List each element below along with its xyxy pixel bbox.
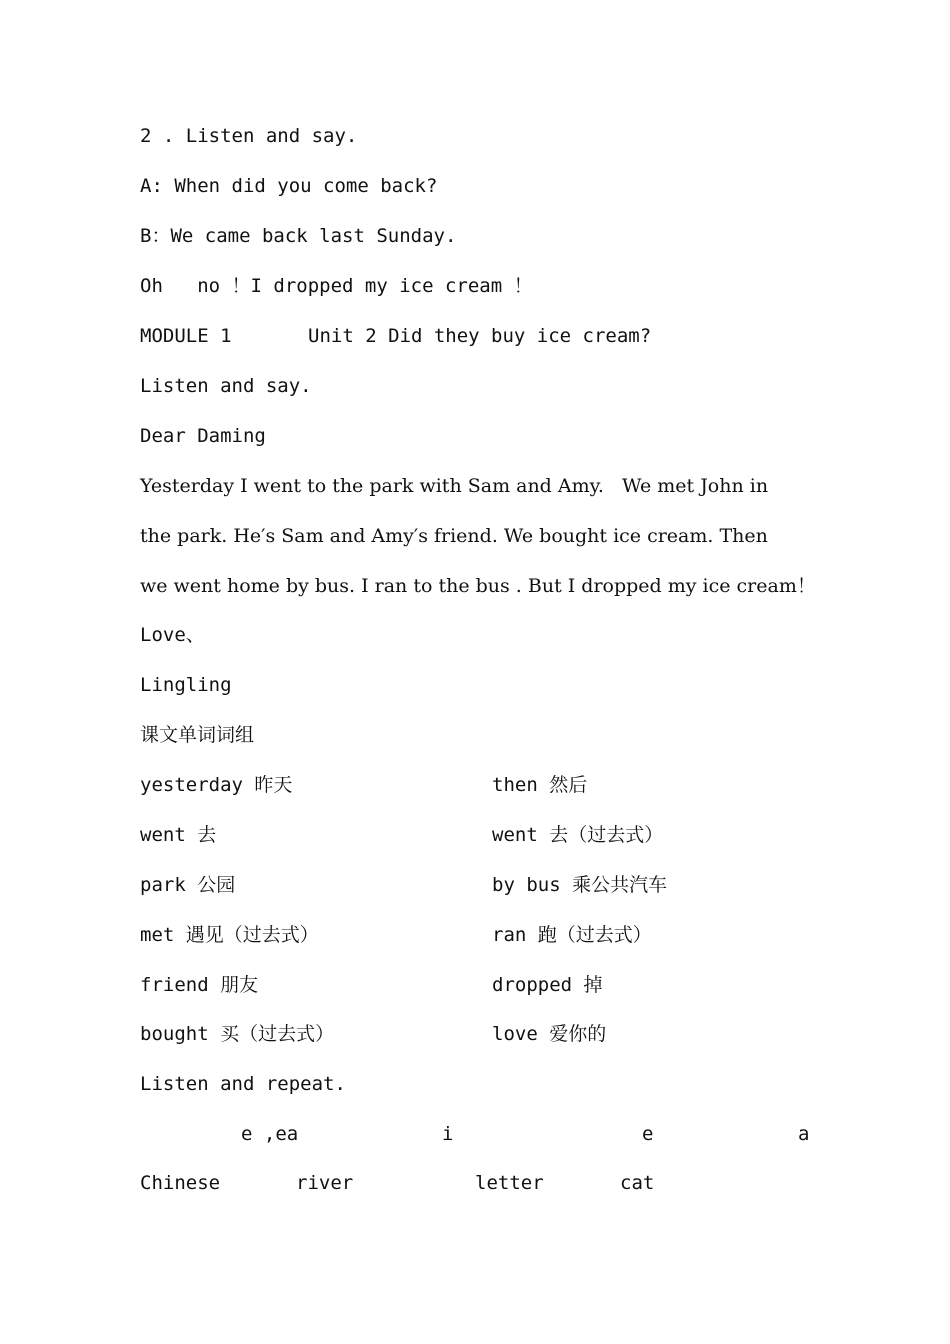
letter-salutation: Dear Daming — [140, 425, 266, 447]
vocab-item: friend 朋友 — [140, 974, 259, 996]
phonics-word: letter — [475, 1172, 544, 1194]
vocab-item: went 去 — [140, 824, 217, 846]
phonics-word: cat — [620, 1172, 655, 1194]
repeat-heading: Listen and repeat. — [140, 1073, 346, 1095]
vocab-item: met 遇见（过去式） — [140, 924, 319, 946]
vocab-item: by bus 乘公共汽车 — [492, 874, 668, 896]
vocab-item: yesterday 昨天 — [140, 774, 293, 796]
vocab-item: love 爱你的 — [492, 1023, 607, 1045]
vocab-item: ran 跑（过去式） — [492, 924, 652, 946]
phonics-sound: e — [642, 1123, 654, 1145]
phonics-sound: i — [442, 1123, 454, 1145]
phonics-word: Chinese — [140, 1172, 221, 1194]
letter-body-line: we went home by bus. I ran to the bus . But I dropped my ice cream！ — [140, 575, 816, 597]
letter-body-line: the park. He′s Sam and Amy′s friend. We bought ice cream. Then — [140, 525, 768, 547]
vocab-item: dropped 掉 — [492, 974, 603, 996]
exercise-heading: 2 . Listen and say. — [140, 125, 358, 147]
vocab-item: went 去（过去式） — [492, 824, 664, 846]
exclamation-line: Oh no ！I dropped my ice cream ！ — [140, 275, 533, 297]
phonics-sound: a — [798, 1123, 810, 1145]
dialogue-line-b: B：We came back last Sunday. — [140, 225, 457, 247]
vocab-item: park 公园 — [140, 874, 236, 896]
unit-title: Unit 2 Did they buy ice cream? — [308, 325, 652, 347]
letter-closing: Love、 — [140, 624, 205, 646]
vocab-item: bought 买（过去式） — [140, 1023, 335, 1045]
vocab-item: then 然后 — [492, 774, 588, 796]
dialogue-line-a: A: When did you come back? — [140, 175, 438, 197]
letter-signature: Lingling — [140, 674, 232, 696]
module-label: MODULE 1 — [140, 325, 232, 347]
vocab-title: 课文单词词组 — [140, 724, 255, 746]
phonics-sound: e ,ea — [241, 1123, 299, 1145]
section-heading: Listen and say. — [140, 375, 312, 397]
phonics-word: river — [296, 1172, 354, 1194]
letter-body-line: Yesterday I went to the park with Sam and Amy. We met John in — [140, 475, 769, 497]
